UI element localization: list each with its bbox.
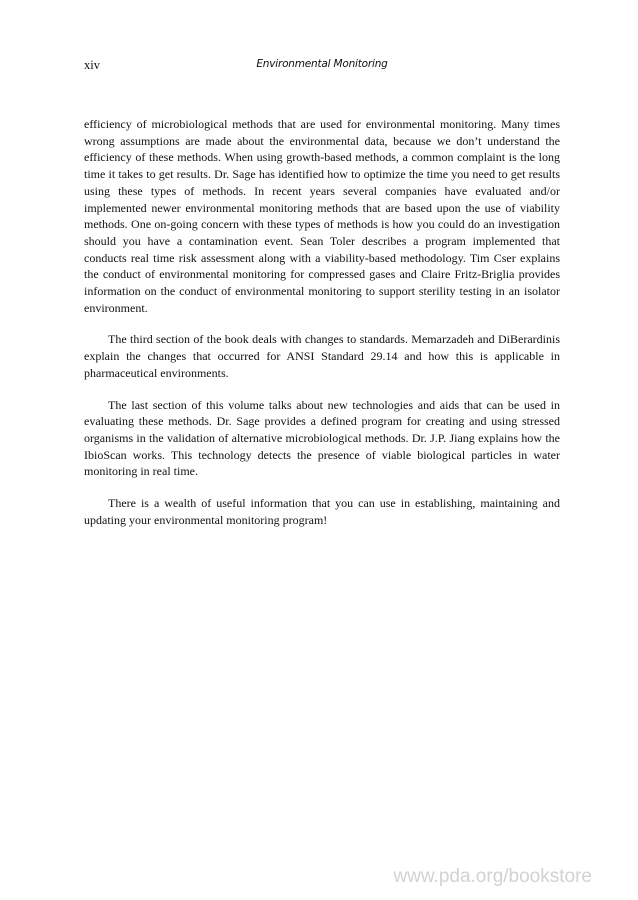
paragraph: efficiency of microbiological methods that are used for environmental monitoring. Many times wrong assumptions are made about the environmental data, because we don’t understand the efficiency of these methods. When using growth-based methods, a common complaint is the long time it takes to get results. Dr. Sage has identified how to optimize the time you need to get results using these types of methods. In recent years several companies have evaluated and/or implemented newer environmental monitoring methods that are based upon the use of viability methods. One on-going concern with these types of methods is how you could do an investigation should you have a contamination event. Sean Toler describes a program implemented that conducts real time risk assessment along with a viability-based methodology. Tim Cser explains the conduct of environmental monitoring for compressed gases and Claire Fritz-Briglia provides information on the conduct of environmental monitoring to support sterility testing in an isolator environment. <box>84 117 560 315</box>
paragraph: The last section of this volume talks about new technologies and aids that can be used in evaluating these methods. Dr. Sage provides a defined program for creating and using stressed organisms in the validation of alternative microbiological methods. Dr. J.P. Jiang explains how the IbioScan works. This technology detects the presence of viable biological particles in water monitoring in real time. <box>84 397 560 479</box>
body-text <box>84 116 560 543</box>
paragraph: There is a wealth of useful information that you can use in establishing, maintaining and updating your environmental monitoring program! <box>84 496 560 527</box>
watermark-url: www.pda.org/bookstore <box>393 866 592 887</box>
page-number: xiv <box>84 58 100 72</box>
page-header <box>84 58 560 74</box>
paragraph: The third section of the book deals with changes to standards. Memarzadeh and DiBerardinis explain the changes that occurred for ANSI Standard 29.14 and how this is applicable in pharmaceutical environments. <box>84 332 560 380</box>
running-title: Environmental Monitoring <box>256 58 388 70</box>
